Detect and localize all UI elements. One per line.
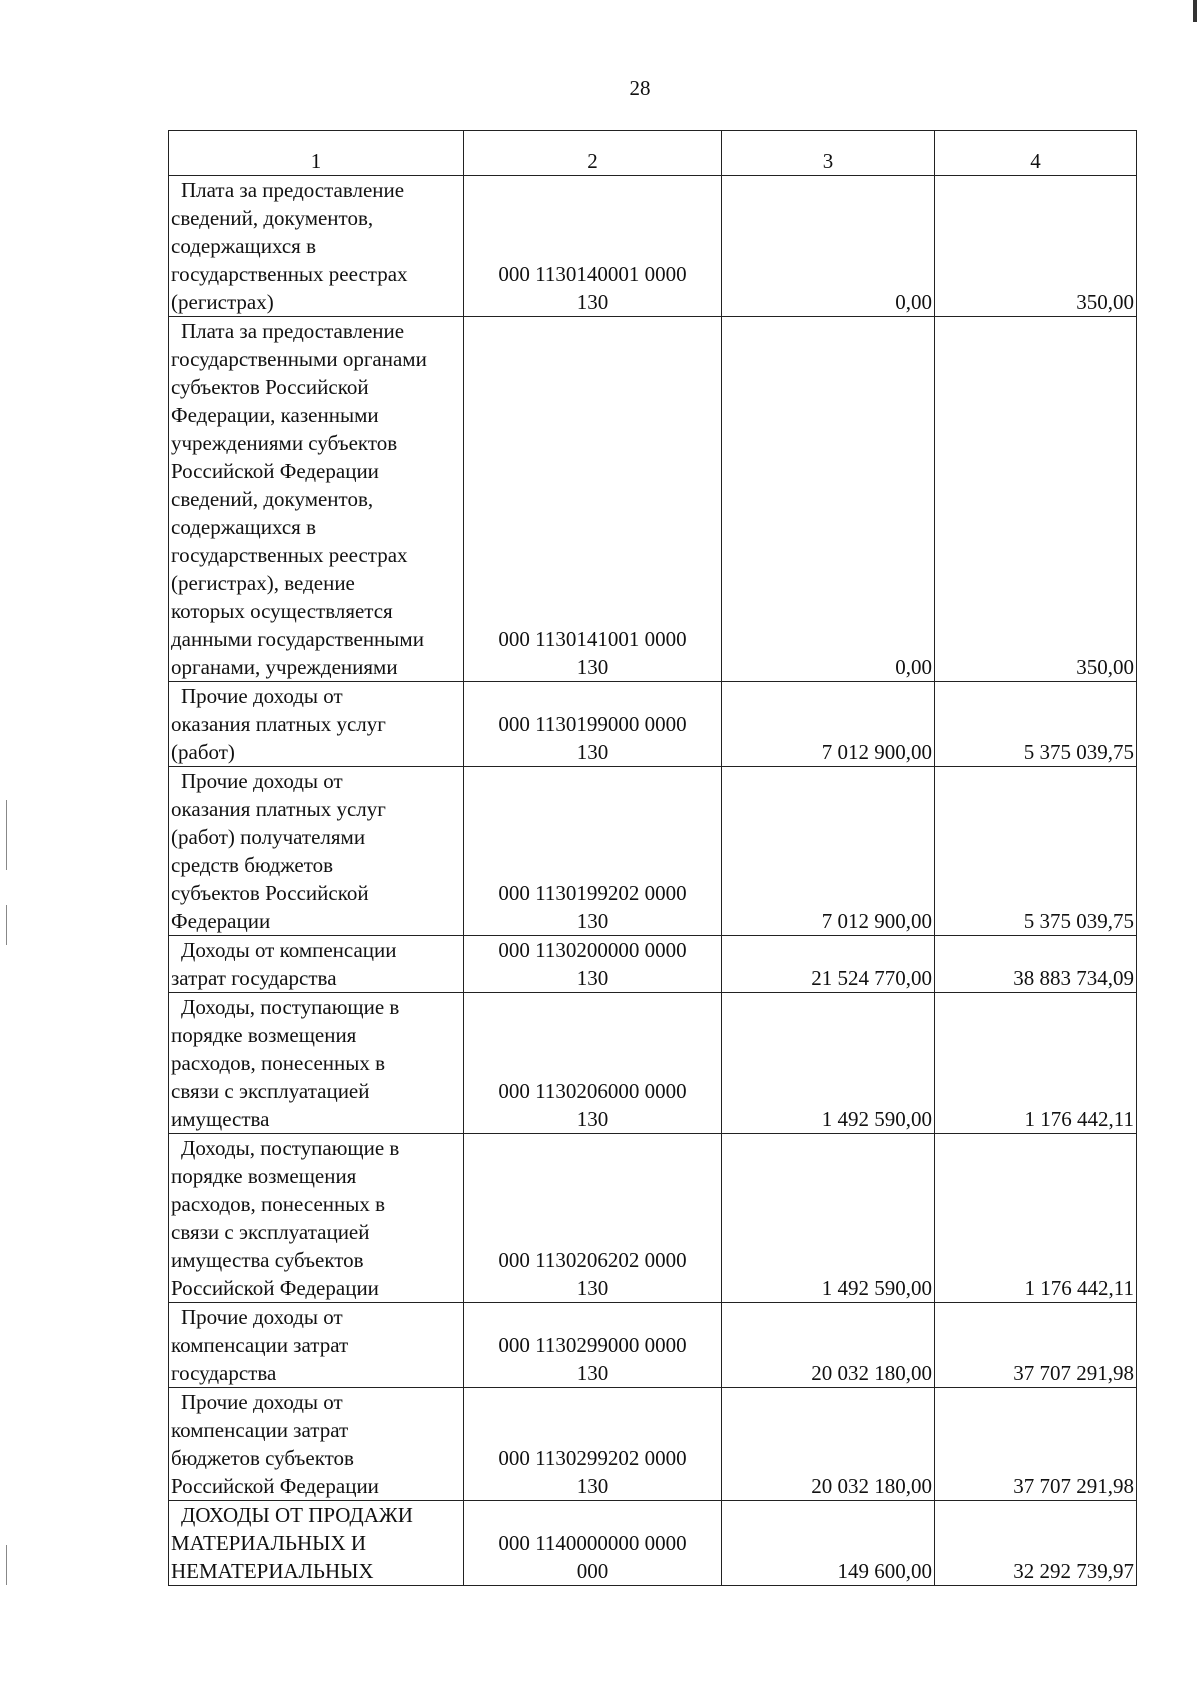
row-name-line: (регистрах) — [171, 290, 274, 314]
row-name-line: содержащихся в — [171, 234, 317, 258]
row-name-cell — [169, 993, 464, 1134]
scan-mark — [1193, 0, 1197, 22]
row-name-line: расходов, понесенных в — [171, 1051, 386, 1075]
row-name-line: Плата за предоставление — [181, 319, 405, 343]
row-name-line: связи с эксплуатацией — [171, 1079, 370, 1103]
row-code-line: 130 — [576, 655, 609, 679]
row-name-line: ДОХОДЫ ОТ ПРОДАЖИ — [181, 1503, 413, 1527]
row-code-line: 000 1130199000 0000 — [498, 712, 687, 736]
row-name-line: (работ) — [171, 740, 235, 764]
row-name-cell — [169, 1134, 464, 1303]
table-row — [169, 317, 1137, 682]
row-name-line: затрат государства — [171, 966, 337, 990]
row-code-line: 000 — [576, 1559, 609, 1583]
row-code-line: 130 — [576, 1474, 609, 1498]
table-row — [169, 1501, 1137, 1586]
row-value-col-3: 20 032 180,00 — [722, 1303, 935, 1388]
row-code-line: 000 1130299000 0000 — [498, 1333, 687, 1357]
row-code-line: 130 — [576, 740, 609, 764]
row-name-line: Прочие доходы от — [181, 684, 343, 708]
row-value-col-3: 1 492 590,00 — [722, 1134, 935, 1303]
row-code-line: 130 — [576, 966, 609, 990]
header-row — [169, 131, 1137, 176]
row-name-line: компенсации затрат — [171, 1418, 349, 1442]
row-code-line: 000 1130200000 0000 — [498, 938, 687, 962]
row-name-line: имущества субъектов — [171, 1248, 364, 1272]
scan-mark — [6, 800, 7, 870]
page-number: 28 — [629, 76, 651, 100]
row-code-cell — [464, 1501, 722, 1586]
row-value-col-3: 20 032 180,00 — [722, 1388, 935, 1501]
row-code-line: 130 — [576, 1107, 609, 1131]
row-name-line: Плата за предоставление — [181, 178, 405, 202]
row-value-col-3: 7 012 900,00 — [722, 682, 935, 767]
row-name-line: сведений, документов, — [171, 487, 374, 511]
row-name-line: которых осуществляется — [171, 599, 393, 623]
row-name-line: (работ) получателями — [171, 825, 366, 849]
row-name-line: Российской Федерации — [171, 459, 379, 483]
row-name-line: порядке возмещения — [171, 1164, 357, 1188]
scan-mark — [6, 905, 7, 945]
row-name-line: оказания платных услуг — [171, 797, 386, 821]
header-col-2: 2 — [464, 131, 722, 176]
row-value-col-3: 1 492 590,00 — [722, 993, 935, 1134]
row-name-cell — [169, 682, 464, 767]
row-code-line: 130 — [576, 290, 609, 314]
row-value-col-3: 0,00 — [722, 176, 935, 317]
row-code-line: 130 — [576, 909, 609, 933]
table-row — [169, 767, 1137, 936]
row-value-col-4: 1 176 442,11 — [935, 993, 1137, 1134]
row-code-cell — [464, 682, 722, 767]
row-name-cell — [169, 176, 464, 317]
row-name-line: расходов, понесенных в — [171, 1192, 386, 1216]
row-code-cell — [464, 1388, 722, 1501]
row-code-line: 130 — [576, 1276, 609, 1300]
row-value-col-3: 21 524 770,00 — [722, 936, 935, 993]
row-value-col-4: 1 176 442,11 — [935, 1134, 1137, 1303]
table-body — [169, 131, 1137, 1586]
row-name-line: государственных реестрах — [171, 543, 408, 567]
row-name-cell — [169, 1303, 464, 1388]
row-name-line: содержащихся в — [171, 515, 317, 539]
row-name-line: связи с эксплуатацией — [171, 1220, 370, 1244]
row-name-line: Прочие доходы от — [181, 1390, 343, 1414]
row-name-line: учреждениями субъектов — [171, 431, 398, 455]
row-value-col-4: 5 375 039,75 — [935, 767, 1137, 936]
row-name-line: субъектов Российской — [171, 375, 369, 399]
row-value-col-4: 350,00 — [935, 317, 1137, 682]
table-row — [169, 1388, 1137, 1501]
table-row — [169, 993, 1137, 1134]
row-value-col-4: 350,00 — [935, 176, 1137, 317]
scan-mark — [6, 1545, 7, 1585]
table-row — [169, 1134, 1137, 1303]
row-name-line: органами, учреждениями — [171, 655, 398, 679]
row-code-cell — [464, 317, 722, 682]
row-name-line: имущества — [171, 1107, 270, 1131]
row-name-line: государственными органами — [171, 347, 427, 371]
row-name-line: Федерации, казенными — [171, 403, 379, 427]
row-name-line: государства — [171, 1361, 277, 1385]
row-code-line: 000 1130206202 0000 — [498, 1248, 687, 1272]
row-code-cell — [464, 1303, 722, 1388]
row-value-col-4: 32 292 739,97 — [935, 1501, 1137, 1586]
row-name-line: НЕМАТЕРИАЛЬНЫХ — [171, 1559, 374, 1583]
row-code-line: 000 1140000000 0000 — [498, 1531, 687, 1555]
row-name-cell — [169, 317, 464, 682]
row-name-line: компенсации затрат — [171, 1333, 349, 1357]
row-name-line: государственных реестрах — [171, 262, 408, 286]
header-col-1: 1 — [169, 131, 464, 176]
row-name-line: Доходы, поступающие в — [181, 995, 400, 1019]
header-col-4: 4 — [935, 131, 1137, 176]
row-code-cell — [464, 993, 722, 1134]
row-code-cell — [464, 176, 722, 317]
row-name-cell — [169, 936, 464, 993]
row-name-line: Российской Федерации — [171, 1474, 379, 1498]
row-value-col-4: 37 707 291,98 — [935, 1303, 1137, 1388]
row-name-line: сведений, документов, — [171, 206, 374, 230]
row-code-line: 000 1130299202 0000 — [498, 1446, 687, 1470]
row-name-line: данными государственными — [171, 627, 424, 651]
row-value-col-3: 149 600,00 — [722, 1501, 935, 1586]
row-value-col-3: 7 012 900,00 — [722, 767, 935, 936]
row-name-line: субъектов Российской — [171, 881, 369, 905]
row-name-line: Прочие доходы от — [181, 769, 343, 793]
row-code-line: 130 — [576, 1361, 609, 1385]
row-name-line: (регистрах), ведение — [171, 571, 355, 595]
row-name-line: Доходы, поступающие в — [181, 1136, 400, 1160]
row-name-line: бюджетов субъектов — [171, 1446, 354, 1470]
row-code-line: 000 1130140001 0000 — [498, 262, 687, 286]
row-name-line: МАТЕРИАЛЬНЫХ И — [171, 1531, 367, 1555]
revenue-table — [168, 130, 1137, 1586]
row-code-cell — [464, 936, 722, 993]
table-row — [169, 1303, 1137, 1388]
row-name-line: Прочие доходы от — [181, 1305, 343, 1329]
row-code-line: 000 1130199202 0000 — [498, 881, 687, 905]
row-name-cell — [169, 1501, 464, 1586]
row-name-cell — [169, 767, 464, 936]
row-name-line: Российской Федерации — [171, 1276, 379, 1300]
header-col-3: 3 — [722, 131, 935, 176]
row-value-col-4: 37 707 291,98 — [935, 1388, 1137, 1501]
row-name-cell — [169, 1388, 464, 1501]
row-name-line: оказания платных услуг — [171, 712, 386, 736]
row-value-col-3: 0,00 — [722, 317, 935, 682]
row-name-line: Федерации — [171, 909, 271, 933]
row-value-col-4: 38 883 734,09 — [935, 936, 1137, 993]
row-name-line: Доходы от компенсации — [181, 938, 397, 962]
table-row — [169, 936, 1137, 993]
row-code-cell — [464, 1134, 722, 1303]
row-name-line: средств бюджетов — [171, 853, 334, 877]
row-value-col-4: 5 375 039,75 — [935, 682, 1137, 767]
row-name-line: порядке возмещения — [171, 1023, 357, 1047]
row-code-line: 000 1130141001 0000 — [498, 627, 687, 651]
table-row — [169, 176, 1137, 317]
table-row — [169, 682, 1137, 767]
row-code-cell — [464, 767, 722, 936]
row-code-line: 000 1130206000 0000 — [498, 1079, 687, 1103]
